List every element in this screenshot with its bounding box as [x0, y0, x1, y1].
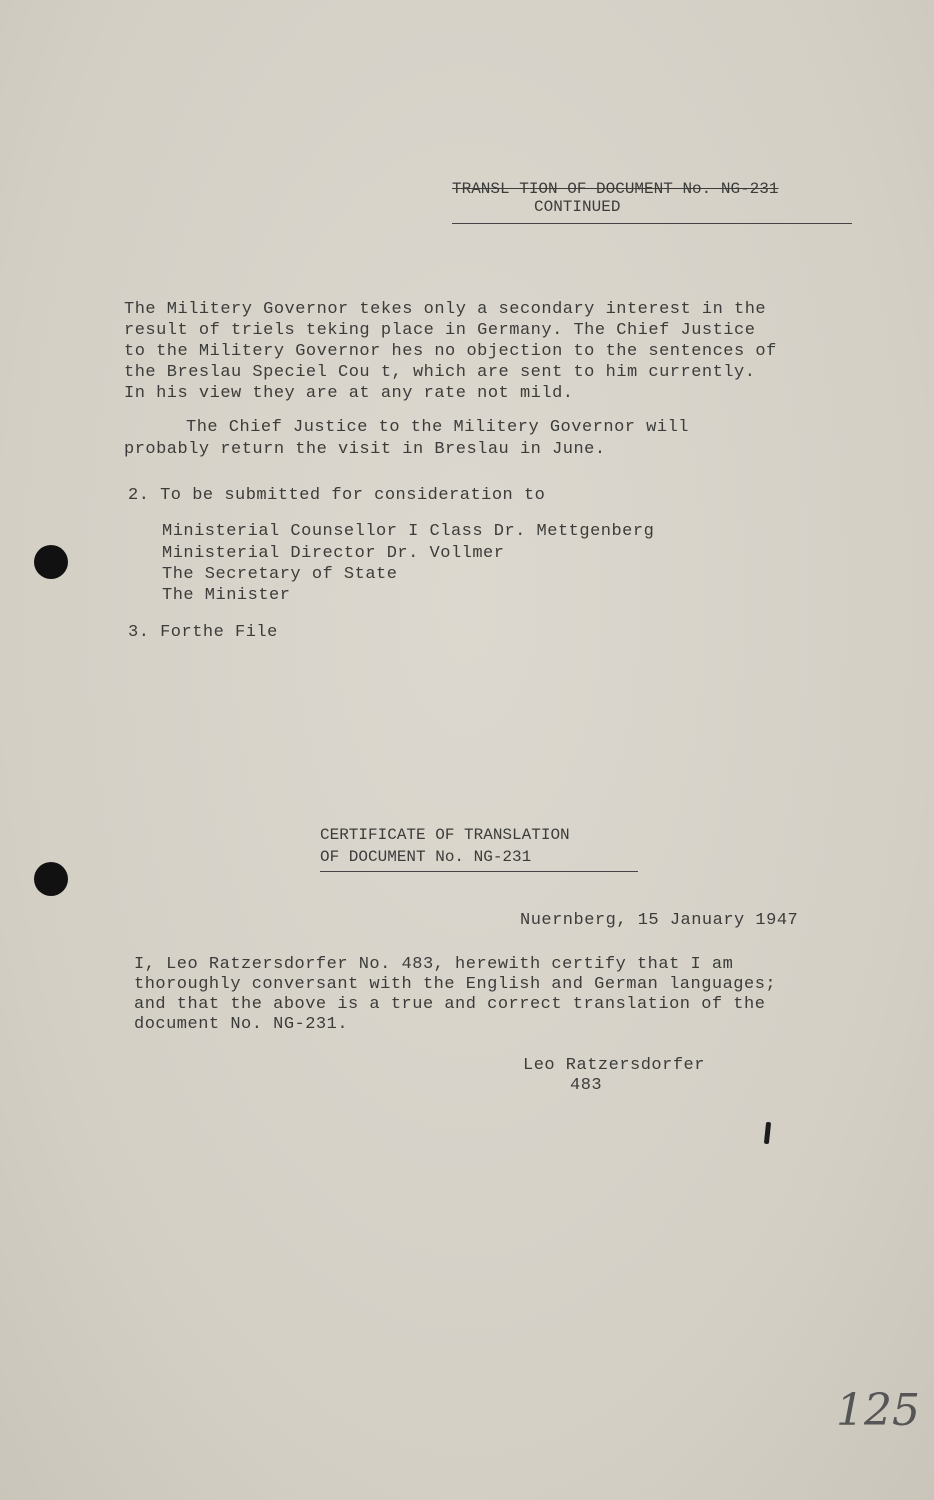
para1-line: to the Militery Governor hes no objection to the sentences of	[124, 342, 777, 361]
item-3-label: 3. Forthe File	[128, 623, 278, 642]
ink-mark-icon	[764, 1122, 771, 1144]
para1-line: the Breslau Speciel Cou t, which are sent to him currently.	[124, 363, 756, 382]
signature-number: 483	[570, 1076, 603, 1095]
para2-line: The Chief Justice to the Militery Governor will	[186, 418, 689, 437]
para1-line: In his view they are at any rate not mild.	[124, 384, 574, 403]
para1-line: result of triels teking place in Germany. The Chief Justice	[124, 321, 756, 340]
certificate-title: CERTIFICATE OF TRANSLATION	[320, 826, 570, 844]
signature-name: Leo Ratzersdorfer	[523, 1056, 705, 1075]
header-continued: CONTINUED	[534, 198, 621, 216]
document-header	[452, 180, 852, 216]
item-2-label: 2. To be submitted for consideration to	[128, 486, 546, 505]
certificate-underline	[320, 871, 638, 872]
recipient-line: Ministerial Director Dr. Vollmer	[162, 544, 505, 563]
header-title: TRANSL TION OF DOCUMENT No. NG-231	[452, 180, 779, 198]
statement-line: and that the above is a true and correct translation of the	[134, 995, 766, 1014]
para2-line: probably return the visit in Breslau in June.	[124, 440, 606, 459]
statement-line: document No. NG-231.	[134, 1015, 349, 1034]
handwritten-page-number: 125	[836, 1385, 920, 1436]
recipient-line: The Minister	[162, 586, 291, 605]
certificate-heading	[320, 824, 570, 868]
statement-line: thoroughly conversant with the English and German languages;	[134, 975, 777, 994]
header-underline	[452, 223, 852, 224]
place-date: Nuernberg, 15 January 1947	[520, 911, 799, 930]
para1-line: The Militery Governor tekes only a secondary interest in the	[124, 300, 767, 319]
statement-line: I, Leo Ratzersdorfer No. 483, herewith certify that I am	[134, 955, 734, 974]
punch-hole-icon	[34, 862, 68, 896]
punch-hole-icon	[34, 545, 68, 579]
recipient-line: Ministerial Counsellor I Class Dr. Mettgenberg	[162, 522, 655, 541]
certificate-document-ref: OF DOCUMENT No. NG-231	[320, 848, 532, 866]
recipient-line: The Secretary of State	[162, 565, 398, 584]
